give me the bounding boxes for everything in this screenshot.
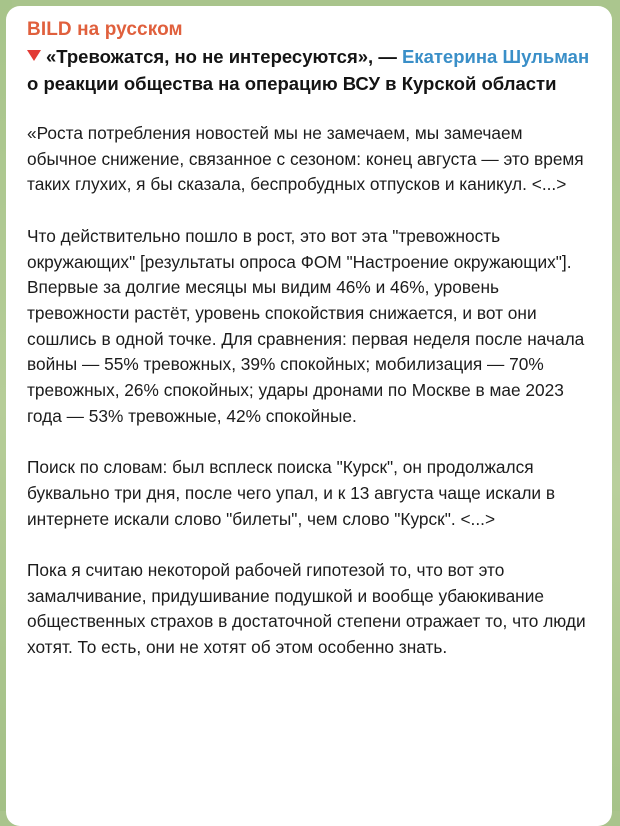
post-headline	[27, 43, 596, 97]
post-body	[27, 121, 596, 661]
headline-quote: «Тревожатся, но не интересуются», —	[46, 46, 402, 67]
channel-name-link[interactable]: BILD на русском	[27, 19, 183, 40]
paragraph: Поиск по словам: был всплеск поиска "Курск", он продолжался буквально три дня, после чего упал, и к 13 августа чаще искали в интернете искали слово "билеты", чем слово "Курск". <...>	[27, 457, 556, 529]
author-link[interactable]: Екатерина Шульман	[401, 46, 590, 67]
paragraph: «Роста потребления новостей мы не замечаем, мы замечаем обычное снижение, связанное с сезоном: конец августа — это время таких глухих, я бы сказала, беспробудных отпусков и каникул. <...>	[27, 123, 584, 195]
paragraph: Что действительно пошло в рост, это вот эта "тревожность окружающих" [результаты опроса ФОМ "Настроение окружающих"]. Впервые за долгие месяцы мы видим 46% и 46%, уровень тревожности растёт, уровень спокойствия снижается, и вот они сошлись в одной точке. Для сравнения: первая неделя после начала войны — 55% тревожных, 39% спокойных; мобилизация — 70% тревожных, 26% спокойных; удары дронами по Москве в мае 2023 года — 53% тревожные, 42% спокойные.	[27, 225, 585, 426]
message-bubble	[6, 6, 612, 826]
red-triangle-down-icon	[27, 50, 41, 61]
paragraph: Пока я считаю некоторой рабочей гипотезой то, что вот это замалчивание, придушивание подушкой и вообще убаюкивание общественных страхов в достаточной степени отражает то, что люди хотят. То есть, они не хотят об этом особенно знать.	[27, 559, 586, 658]
headline-rest: о реакции общества на операцию ВСУ в Курской области	[27, 73, 557, 94]
